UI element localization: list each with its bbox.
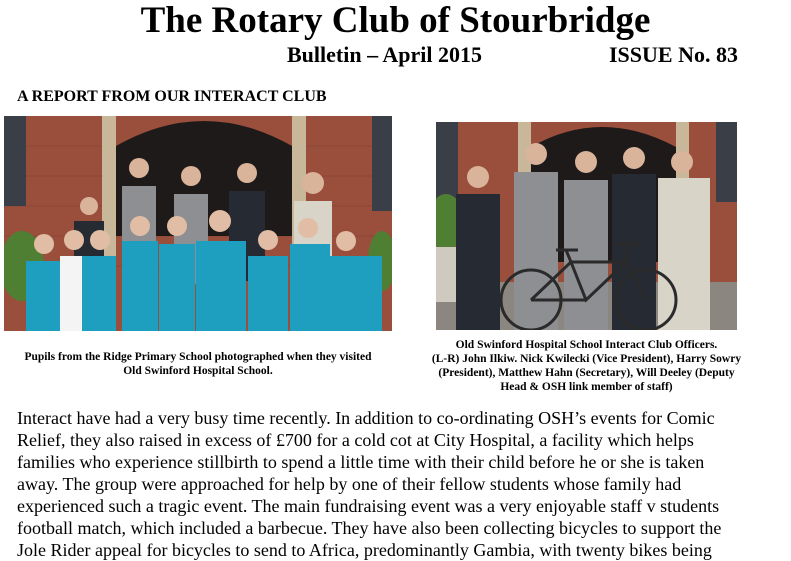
article-line: experienced such a tragic event. The main fundraising event was a very enjoyable staff v students (17, 496, 720, 516)
photo-interact-officers (436, 122, 737, 330)
section-heading: A REPORT FROM OUR INTERACT CLUB (17, 88, 327, 105)
bulletin-date: Bulletin – April 2015 (287, 42, 482, 67)
article-line: Interact have had a very busy time recently. In addition to co-ordinating OSH’s events for Comic (17, 408, 715, 428)
caption-line: Pupils from the Ridge Primary School photographed when they visited (24, 351, 372, 363)
article-line: families who experience stillbirth to spend a little time with their child before he or she is taken (17, 452, 705, 472)
page-title: The Rotary Club of Stourbridge (140, 0, 651, 41)
article-line: away. The group were approached for help by one of their fellow students whose family had (17, 474, 682, 494)
issue-number: ISSUE No. 83 (609, 42, 738, 67)
caption-line: Old Swinford Hospital School. (123, 365, 273, 377)
caption-line: (President), Matthew Hahn (Secretary), Will Deeley (Deputy (438, 367, 735, 379)
article-line: Relief, they also raised in excess of £700 for a cold cot at City Hospital, a facility which helps (17, 430, 694, 450)
article-body (17, 407, 782, 561)
photo-caption-officers (410, 338, 763, 394)
caption-line: Head & OSH link member of staff) (500, 381, 673, 393)
article-line: football match, which included a barbecue. They have also been collecting bicycles to support the (17, 518, 722, 538)
photo-ridge-pupils (4, 116, 392, 331)
caption-line: Old Swinford Hospital School Interact Club Officers. (455, 339, 718, 351)
article-line: Jole Rider appeal for bicycles to send to Africa, predominantly Gambia, with twenty bikes being (17, 540, 712, 560)
photo-caption-pupils (4, 350, 392, 378)
caption-line: (L-R) John Ilkiw. Nick Kwilecki (Vice President), Harry Sowry (431, 353, 742, 365)
